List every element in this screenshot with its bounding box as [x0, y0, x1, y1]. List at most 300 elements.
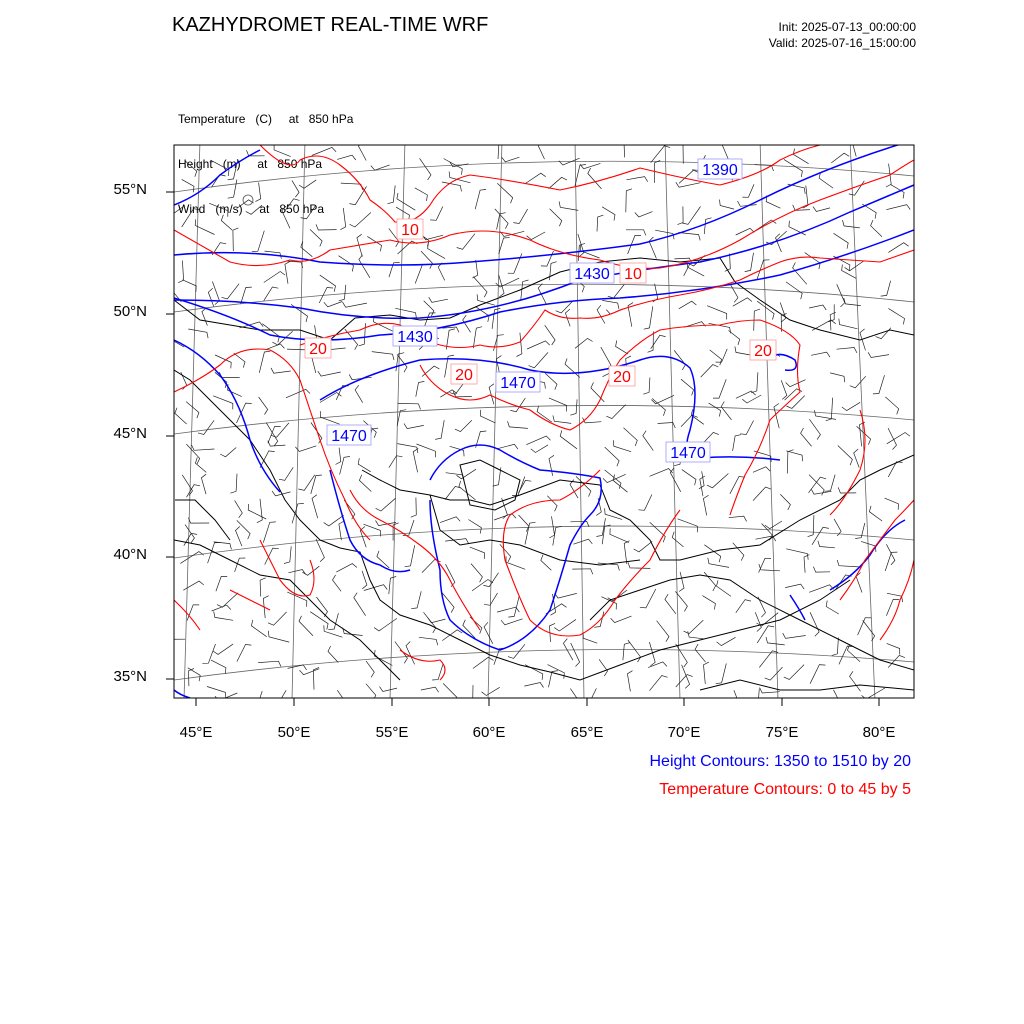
wind-barb [868, 352, 889, 357]
wind-barb [628, 640, 641, 662]
wind-barb [217, 593, 238, 607]
wind-barb [529, 352, 548, 367]
temperature-contours-legend: Temperature Contours: 0 to 45 by 5 [659, 781, 911, 798]
wind-barb [187, 485, 201, 498]
wind-barb [643, 378, 650, 395]
wind-barb [215, 372, 227, 388]
temperature-label [609, 366, 635, 386]
wind-barb [886, 205, 910, 210]
wind-barb [665, 594, 676, 614]
wind-barb [473, 657, 494, 668]
wind-barb [837, 348, 857, 353]
wind-barb [428, 618, 446, 623]
wind-barb [222, 284, 240, 299]
wind-barb [258, 661, 281, 666]
wind-barb [389, 456, 403, 468]
wind-barb [657, 621, 669, 642]
wind-barb [259, 397, 268, 415]
wind-barb [559, 201, 578, 210]
wind-barb [237, 520, 250, 539]
lon-label: 65°E [570, 724, 604, 741]
wind-barb [207, 687, 226, 699]
lat-label: 35°N [113, 668, 147, 685]
wind-barb [862, 688, 885, 699]
wind-barb [626, 177, 647, 182]
lon-label: 50°E [277, 724, 311, 741]
wind-barb [421, 687, 439, 692]
wind-barb [818, 541, 835, 548]
wind-barb [554, 619, 576, 631]
wind-barb [493, 335, 503, 351]
field-wind: Wind (m/s) at 850 hPa [178, 202, 325, 216]
wind-barb [404, 424, 424, 429]
height-label [698, 159, 742, 179]
wind-barb [834, 690, 843, 712]
wind-barb [422, 366, 439, 376]
lon-label: 55°E [375, 724, 409, 741]
wind-barb [359, 475, 371, 492]
wind-barb [742, 184, 754, 197]
wind-barb [605, 508, 623, 519]
wind-barb [885, 498, 899, 510]
wind-barb [438, 263, 445, 281]
wind-barb [602, 207, 615, 221]
lon-label: 60°E [472, 724, 506, 741]
wind-barb [362, 571, 367, 589]
wind-barb [213, 396, 233, 410]
wind-barb [355, 385, 363, 403]
wind-barb [389, 577, 396, 595]
wind-barb [572, 569, 593, 575]
wind-barb [541, 555, 552, 570]
wind-barb [736, 600, 751, 613]
wind-barb [638, 495, 652, 511]
wind-barb [801, 428, 812, 446]
height-label [327, 425, 371, 445]
wind-barb [734, 690, 740, 710]
wind-barb [650, 469, 673, 477]
wind-barb [678, 206, 684, 224]
height-contours-legend: Height Contours: 1350 to 1510 by 20 [649, 753, 911, 770]
svg-text:1430: 1430 [574, 266, 610, 283]
wind-barb [531, 445, 548, 453]
wind-barb [497, 183, 512, 203]
wind-barb [214, 612, 233, 621]
wind-barb [395, 308, 416, 318]
wind-barb [411, 498, 417, 518]
wind-barb [499, 238, 510, 255]
wind-barb [753, 487, 771, 501]
wind-barb [470, 547, 485, 559]
wind-barb [455, 420, 472, 431]
wind-barb [672, 532, 683, 547]
wind-barb [292, 180, 299, 197]
wind-barb [708, 558, 729, 568]
wind-barb [810, 612, 819, 636]
wind-barb [583, 632, 597, 643]
wind-barb [702, 596, 715, 610]
svg-text:1470: 1470 [500, 375, 536, 392]
wind-barb [576, 476, 591, 496]
wind-barb [553, 415, 571, 423]
wind-barb [837, 560, 861, 567]
wind-barb [643, 431, 654, 451]
wind-barb [502, 157, 520, 162]
wind-barb [786, 282, 802, 299]
wind-barb [457, 469, 477, 479]
field-temperature: Temperature (C) at 850 hPa [178, 112, 354, 126]
wind-barb [419, 637, 438, 645]
wind-barb [337, 155, 356, 160]
wind-barb [651, 395, 674, 404]
wind-barb [359, 142, 367, 161]
wind-barb [760, 688, 780, 694]
wind-barb [445, 486, 461, 499]
svg-text:1470: 1470 [331, 428, 367, 445]
wind-barb [446, 564, 455, 587]
wind-barb [201, 474, 206, 494]
wind-barb [608, 284, 625, 298]
wind-barb [521, 280, 529, 300]
wind-barb [814, 410, 836, 419]
wind-barb [624, 541, 629, 564]
wind-barb [186, 444, 199, 464]
wind-barb [623, 643, 630, 661]
wind-barb [202, 644, 215, 663]
wind-barb [547, 496, 557, 512]
wind-barb [208, 288, 213, 306]
wind-barb [720, 136, 728, 159]
wind-barb [513, 209, 527, 223]
wind-barb [366, 661, 374, 677]
wind-barb [575, 338, 593, 348]
wind-barb [784, 665, 804, 680]
wind-barb [264, 287, 279, 301]
wind-barb [492, 308, 500, 328]
wind-barb [678, 519, 698, 532]
country-borders [174, 258, 914, 690]
wind-barb [624, 428, 638, 446]
wind-barb [733, 435, 741, 451]
wind-barb [869, 506, 882, 521]
wind-barb [310, 230, 322, 247]
wind-barb [473, 277, 487, 298]
wind-barb [832, 638, 839, 656]
wind-barb [252, 231, 264, 252]
wind-barb [613, 475, 628, 493]
svg-text:20: 20 [455, 367, 473, 384]
wind-barb [274, 144, 291, 157]
wind-barb [555, 593, 577, 598]
wind-barb [354, 593, 366, 616]
wind-barb [459, 481, 476, 500]
wind-barb [397, 444, 418, 454]
wind-barb [876, 328, 891, 339]
wind-barb [834, 233, 849, 248]
wind-barb [457, 234, 475, 250]
wind-barb [652, 399, 665, 416]
wind-barb [496, 356, 501, 373]
wind-barb [202, 308, 208, 326]
wind-barb [324, 515, 344, 526]
wind-barb [220, 448, 236, 457]
wind-barb [809, 419, 820, 439]
wind-barb [248, 504, 266, 519]
wind-barb [195, 219, 214, 234]
wind-barb [393, 523, 399, 541]
svg-text:10: 10 [401, 222, 419, 239]
wind-barb [721, 402, 731, 420]
wind-barb [406, 642, 415, 665]
wind-barb [343, 628, 363, 636]
wind-barb [755, 612, 761, 631]
wind-barb [580, 163, 601, 168]
wind-barb [453, 391, 472, 397]
wind-barb [854, 449, 860, 468]
wind-barb [450, 162, 469, 167]
wind-barb [266, 344, 284, 350]
wind-barb [506, 556, 525, 569]
wind-barb [482, 687, 500, 695]
wind-barb [766, 231, 787, 245]
wind-barb [328, 646, 338, 663]
svg-text:1390: 1390 [702, 162, 738, 179]
wind-barb [766, 196, 780, 209]
wind-barb [299, 180, 316, 188]
wind-barb [372, 352, 394, 360]
wind-barb [178, 261, 183, 283]
wind-barb [616, 341, 628, 355]
wind-barb [359, 323, 366, 346]
wind-barb [333, 575, 342, 591]
temperature-contours [174, 145, 914, 680]
wind-barb [324, 302, 342, 307]
wind-barb [468, 520, 481, 534]
svg-text:1430: 1430 [397, 329, 433, 346]
wind-barb [432, 664, 443, 680]
init-time: Init: 2025-07-13_00:00:00 [778, 20, 916, 34]
wind-barb [420, 158, 432, 180]
wind-barb [316, 539, 324, 562]
wind-barb [519, 515, 529, 532]
wind-barb [591, 382, 604, 402]
wind-barb [536, 137, 544, 159]
wind-barb [745, 253, 754, 272]
wind-barb [183, 581, 203, 590]
wind-barb [250, 691, 262, 710]
wind-barb [640, 589, 656, 608]
wind-barb [480, 410, 495, 423]
wind-barb [316, 597, 327, 617]
wind-barb [230, 474, 237, 494]
wind-barb [681, 379, 694, 395]
svg-text:20: 20 [613, 369, 631, 386]
wind-barb [850, 671, 861, 691]
svg-text:20: 20 [754, 343, 772, 360]
wind-barb [339, 521, 344, 540]
wind-barb [626, 230, 646, 236]
wind-barb [358, 458, 371, 472]
wind-barb [650, 676, 668, 691]
wind-barb [787, 450, 793, 474]
wind-barb [888, 243, 908, 253]
valid-time: Valid: 2025-07-16_15:00:00 [768, 36, 916, 50]
axis-ticks [166, 192, 879, 706]
wind-barb [549, 177, 567, 188]
wind-barb [415, 188, 428, 201]
lon-label: 70°E [667, 724, 701, 741]
wind-barb [395, 642, 408, 664]
wind-barb [599, 659, 607, 676]
wind-barb [397, 193, 415, 210]
wind-barb [195, 457, 206, 472]
wind-barb [295, 446, 316, 452]
wind-barb [573, 539, 592, 544]
wind-barb [695, 644, 706, 662]
wind-barb [192, 445, 215, 450]
wind-barb [545, 373, 557, 390]
lat-label: 45°N [113, 425, 147, 442]
wind-barb [752, 689, 759, 706]
lat-label: 50°N [113, 303, 147, 320]
wind-barb [340, 457, 350, 475]
wind-barb [676, 644, 688, 667]
temperature-label [397, 219, 423, 239]
wind-barb [813, 567, 830, 573]
wind-barb [526, 436, 550, 445]
wind-barb [495, 209, 508, 229]
wind-barb [175, 408, 187, 424]
wind-barb [717, 580, 732, 596]
wind-barb [766, 637, 785, 645]
wind-barb [312, 495, 318, 518]
wind-barb [597, 305, 605, 323]
wind-barb [855, 523, 865, 539]
wind-barb [553, 526, 562, 545]
wind-barb [251, 620, 266, 637]
wind-barb [626, 189, 632, 212]
lon-label: 45°E [179, 724, 213, 741]
wind-barb [271, 368, 291, 373]
height-label [393, 326, 437, 346]
wind-barb [679, 301, 697, 309]
wind-barb [850, 376, 866, 388]
wind-barb [831, 153, 849, 163]
wind-barb [729, 516, 747, 521]
wind-barb [273, 690, 286, 702]
wind-barb [888, 655, 905, 667]
wind-barb [733, 298, 752, 306]
wind-barb [497, 213, 506, 230]
wind-barb [472, 260, 477, 278]
wind-barb [188, 329, 208, 338]
wind-barb [826, 398, 833, 421]
wind-barb [610, 528, 629, 542]
wind-barb [634, 541, 653, 552]
wind-barb [635, 212, 653, 217]
wind-barb [339, 285, 346, 301]
wind-barb [650, 522, 666, 542]
wind-barb [809, 305, 826, 310]
wind-barb [257, 499, 262, 523]
wind-barb [424, 612, 436, 633]
wind-barb [388, 185, 396, 203]
wind-barb [842, 402, 860, 410]
wind-barb [780, 494, 790, 510]
wind-barb [720, 200, 735, 210]
wind-barb [858, 618, 872, 635]
wind-barb [489, 384, 494, 405]
wind-barb [863, 620, 875, 641]
wind-barb [670, 468, 680, 492]
wind-barb [651, 146, 670, 163]
svg-text:20: 20 [309, 341, 327, 358]
wind-barb [871, 220, 882, 237]
svg-text:1470: 1470 [670, 445, 706, 462]
wind-barb [440, 517, 460, 523]
wind-barb [676, 675, 693, 688]
wind-barb [648, 662, 667, 668]
wind-barb [260, 578, 266, 597]
wind-barb [729, 331, 740, 345]
wind-barb [268, 441, 286, 446]
wind-barb [813, 207, 830, 212]
wind-barb [811, 352, 830, 357]
wind-barb [302, 566, 319, 575]
wind-barb [753, 467, 770, 473]
wind-barb [501, 619, 523, 625]
wind-barb [416, 381, 425, 396]
wind-barb [785, 584, 804, 589]
wind-barb [811, 489, 831, 494]
wind-barb [312, 147, 336, 155]
wind-barb [751, 372, 758, 393]
wind-barb [198, 420, 214, 434]
wind-barb [624, 140, 630, 158]
wind-barb [804, 555, 809, 573]
wind-barb [786, 451, 802, 461]
wind-barb [644, 306, 653, 329]
wind-barb [684, 620, 704, 634]
wind-barb [786, 380, 806, 387]
wind-barb [411, 591, 421, 608]
wind-barb [681, 415, 698, 427]
wind-barb [838, 446, 853, 466]
wind-barb [376, 498, 396, 511]
wind-barb [736, 391, 756, 398]
wind-barb [563, 639, 573, 661]
wind-barb [255, 183, 260, 202]
wind-barb [716, 664, 727, 684]
wind-barb [549, 398, 567, 412]
wind-barb [165, 206, 185, 216]
wind-barb [888, 308, 904, 324]
wind-barb [508, 254, 522, 274]
wind-barb [405, 545, 415, 567]
wind-barb [765, 521, 782, 529]
wind-barb [285, 261, 290, 283]
field-height: Height (m) at 850 hPa [178, 157, 323, 171]
wind-barb [819, 172, 833, 188]
wind-barb [268, 612, 287, 625]
wind-barb [707, 306, 727, 320]
wind-barb [292, 503, 304, 523]
wind-barb [477, 294, 495, 305]
wind-barb [497, 444, 518, 449]
wind-barb [701, 365, 719, 378]
wind-barb [704, 572, 716, 591]
wind-barb [605, 447, 619, 466]
